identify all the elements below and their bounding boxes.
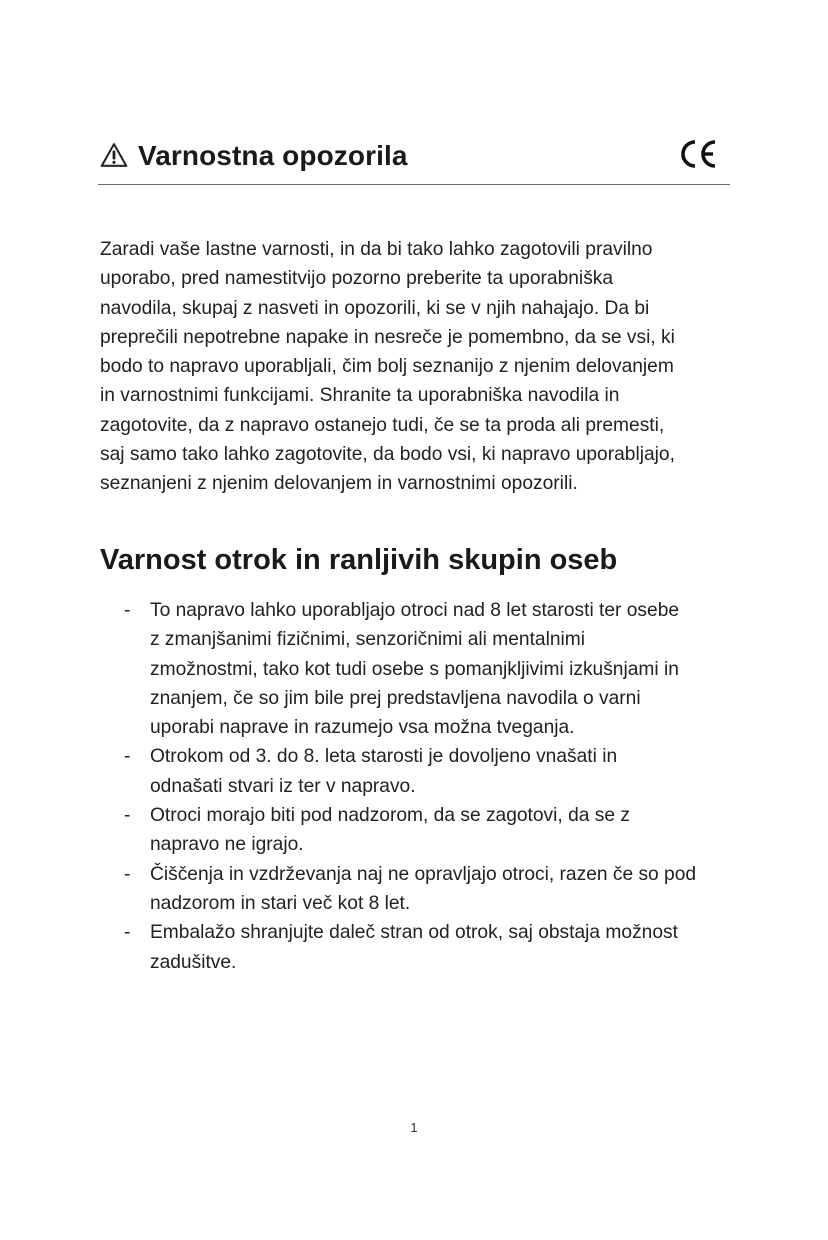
text-line: Čiščenja in vzdrževanja naj ne opravljajo otroci, razen če so pod [150,863,697,885]
text-line: zagotovite, da z napravo ostanejo tudi, če se ta proda ali premesti, [100,414,665,436]
text-line: Zaradi vaše lastne varnosti, in da bi tako lahko zagotovili pravilno [100,239,653,260]
bullet-dash: - [124,922,131,944]
text-line: Otrokom od 3. do 8. leta starosti je dovoljeno vnašati in [150,746,618,768]
text-line: z zmanjšanimi fizičnimi, senzoričnimi ali mentalnimi [150,629,586,651]
bullet-dash: - [124,600,131,621]
list-item [100,860,740,919]
text-line: saj samo tako lahko zagotovite, da bodo vsi, ki napravo uporabljajo, [100,444,675,466]
text-line: zadušitve. [150,951,237,973]
text-line: zmožnostmi, tako kot tudi osebe s pomanjkljivimi izkušnjami in [150,658,679,680]
page-title: Varnostna opozorila [138,140,408,171]
list-item [100,596,740,742]
text-line: Embalažo shranjujte daleč stran od otrok, saj obstaja možnost [150,922,678,944]
page-number: 1 [410,1120,418,1135]
bullet-dash: - [124,746,131,768]
text-line: To napravo lahko uporabljajo otroci nad 8 let starosti ter osebe [150,600,680,621]
safety-bullet-list [100,596,740,977]
text-line: Otroci morajo biti pod nadzorom, da se zagotovi, da se z [150,805,630,827]
text-line: navodila, skupaj z nasveti in opozorili, ki se v njih nahajajo. Da bi [100,297,650,319]
text-line: napravo ne igrajo. [150,834,304,856]
page-header [98,136,730,184]
header-divider [98,184,730,185]
intro-paragraph [100,235,740,499]
text-line: znanjem, če so jim bile prej predstavljena navodila o varni [150,687,641,709]
text-line: nadzorom in stari več kot 8 let. [150,892,411,914]
text-line: preprečili nepotrebne napake in nesreče je pomembno, da se vsi, ki [100,326,675,348]
text-line: uporabi naprave in razumejo vsa možna tveganja. [150,717,575,739]
text-line: bodo to napravo uporabljali, čim bolj seznanijo z njenim delovanjem [100,356,674,378]
list-item [100,918,740,977]
bullet-dash: - [124,805,131,827]
warning-triangle-icon [100,142,128,168]
text-line: odnašati stvari iz ter v napravo. [150,775,416,797]
ce-mark-icon [678,138,718,170]
bullet-dash: - [124,863,131,885]
list-item [100,801,740,860]
text-line: uporabo, pred namestitvijo pozorno preberite ta uporabniška [100,268,614,290]
list-item [100,742,740,801]
text-line: in varnostnimi funkcijami. Shranite ta uporabniška navodila in [100,385,620,407]
section-heading: Varnost otrok in ranljivih skupin oseb [100,544,618,576]
text-line: seznanjeni z njenim delovanjem in varnostnimi opozorili. [100,473,578,495]
